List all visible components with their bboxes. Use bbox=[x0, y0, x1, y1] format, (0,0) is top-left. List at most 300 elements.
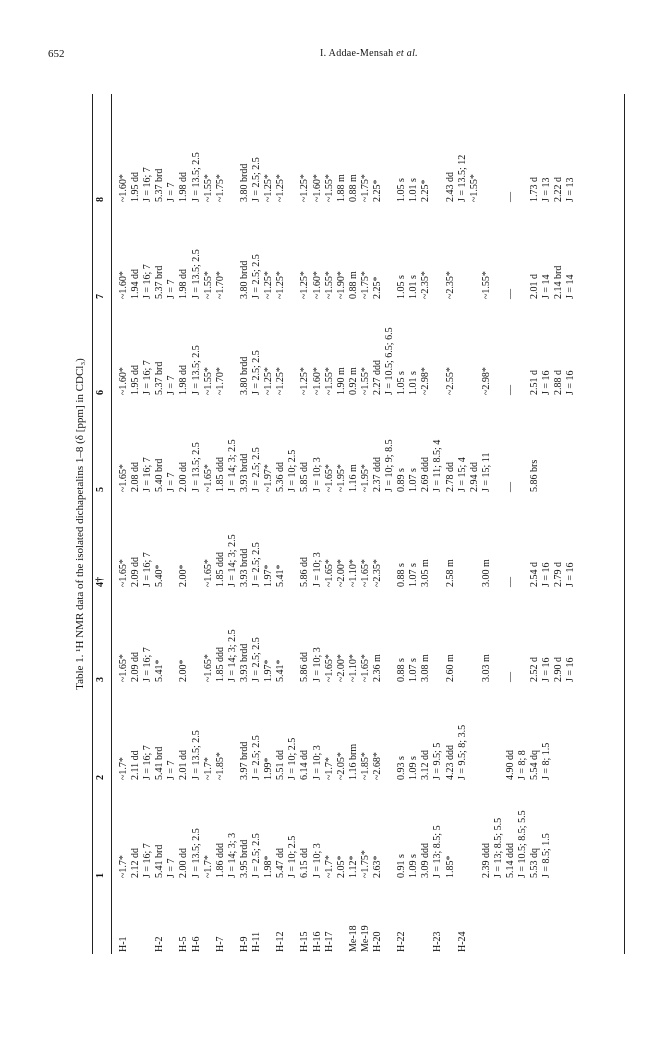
table-cell bbox=[469, 534, 481, 587]
table-cell: 1.98 dd bbox=[178, 365, 190, 395]
table-cell: 5.14 ddd bbox=[505, 843, 516, 878]
table-cell: ~1.55* bbox=[202, 271, 214, 299]
table-cell: J = 7 bbox=[166, 472, 178, 492]
table-cell: 2.90 d bbox=[553, 657, 565, 682]
table-cell: J = 7 bbox=[166, 858, 178, 878]
table-cell: ~1.55* bbox=[468, 174, 480, 202]
table-cell: ~1.60* bbox=[118, 367, 129, 395]
table-cell: 3.95 brdd bbox=[238, 839, 250, 878]
table-cell bbox=[432, 152, 444, 202]
table-cell bbox=[227, 327, 239, 395]
row-label bbox=[469, 925, 481, 952]
table-cell: 1.07 s bbox=[408, 563, 420, 587]
row-label bbox=[130, 925, 142, 952]
row-label bbox=[287, 925, 299, 952]
table-cell: ~1.95* bbox=[335, 464, 347, 492]
table-cell: 1.07 s bbox=[408, 468, 420, 492]
table-cell: 1.99* bbox=[263, 757, 275, 780]
table-cell: 2.00 dd bbox=[178, 462, 190, 492]
table-cell: ~1.65* bbox=[323, 559, 335, 587]
table-cell: 1.12* bbox=[347, 855, 359, 878]
table-cell: ~1.55* bbox=[202, 367, 214, 395]
table-cell: J = 2.5; 2.5 bbox=[251, 157, 263, 202]
table-cell: J = 16; 7 bbox=[142, 745, 154, 780]
table-cell: J = 16; 7 bbox=[142, 552, 154, 587]
table-bottom-rule bbox=[624, 94, 625, 954]
table-cell: 5.37 brd bbox=[154, 361, 166, 395]
table-cell: 2.00* bbox=[178, 659, 190, 682]
row-label bbox=[384, 925, 396, 952]
table-cell: 4.23 ddd bbox=[444, 745, 456, 780]
table-cell: J = 16; 7 bbox=[142, 360, 154, 395]
header-compound-1: 1 bbox=[95, 873, 106, 878]
table-cell: ~1.97* bbox=[263, 464, 275, 492]
table-cell: J = 15; 4 bbox=[456, 457, 468, 492]
table-cell: — bbox=[505, 192, 516, 202]
table-cell bbox=[384, 725, 396, 780]
table-cell: 5.85 dd bbox=[299, 462, 311, 492]
table-header-rule bbox=[111, 94, 112, 954]
table-cell bbox=[384, 152, 396, 202]
table-cell: 2.27 ddd bbox=[371, 360, 383, 395]
table-cell: 0.91 s bbox=[396, 854, 408, 878]
table-cell bbox=[227, 725, 239, 780]
row-label: Me-18 bbox=[347, 925, 359, 952]
table-cell: ~2.35* bbox=[420, 271, 432, 299]
table-cell: J = 14; 3; 2.5 bbox=[226, 534, 238, 587]
table-cell: 1.85 ddd bbox=[214, 552, 226, 587]
table-cell: 0.88 m bbox=[347, 174, 359, 202]
table-cell: 2.58 m bbox=[444, 559, 456, 587]
table-cell: ~1.85* bbox=[214, 752, 226, 780]
compound-7-column bbox=[118, 249, 578, 299]
table-cell: J = 13.5; 12 bbox=[456, 154, 468, 202]
table-cell: 5.41 brd bbox=[154, 844, 166, 878]
table-cell: ~1.65* bbox=[202, 559, 214, 587]
table-cell: 2.60 m bbox=[444, 654, 456, 682]
table-cell bbox=[384, 534, 396, 587]
table-cell: ~1.85* bbox=[359, 752, 371, 780]
row-label bbox=[263, 925, 275, 952]
table-cell: 1.01 s bbox=[408, 178, 420, 202]
table-cell: J = 16; 7 bbox=[142, 457, 154, 492]
table-cell: J = 16; 7 bbox=[142, 167, 154, 202]
table-cell: 1.16 brm bbox=[347, 743, 359, 780]
table-cell: J = 10; 3 bbox=[311, 843, 323, 878]
compound-8-column bbox=[118, 152, 578, 202]
table-cell: 5.86 brs bbox=[529, 459, 541, 492]
table-cell: ~1.55* bbox=[323, 367, 335, 395]
row-label: H-12 bbox=[275, 931, 287, 952]
row-label bbox=[203, 925, 215, 952]
table-cell: J = 13.5; 2.5 bbox=[190, 730, 202, 780]
table-cell bbox=[227, 249, 239, 299]
table-cell: J = 10; 3 bbox=[311, 745, 323, 780]
row-label: H-22 bbox=[396, 931, 408, 952]
table-cell: ~1.65* bbox=[323, 654, 335, 682]
table-cell: 2.37 ddd bbox=[371, 457, 383, 492]
table-cell bbox=[517, 439, 529, 492]
compound-2-column bbox=[118, 725, 553, 780]
table-cell bbox=[166, 534, 178, 587]
table-cell: 2.14 brd bbox=[553, 265, 565, 299]
table-cell: 2.25* bbox=[371, 276, 383, 299]
table-cell: ~1.10* bbox=[347, 559, 359, 587]
table-cell: 6.15 dd bbox=[299, 848, 311, 878]
table-cell: ~1.65* bbox=[359, 654, 371, 682]
table-cell: 2.78 dd bbox=[444, 462, 456, 492]
table-cell: 1.98 dd bbox=[178, 269, 190, 299]
table-cell bbox=[469, 327, 481, 395]
table-cell: 5.41* bbox=[275, 659, 287, 682]
table-cell: ~1.75* bbox=[214, 174, 226, 202]
rotated-table-wrapper bbox=[64, 86, 638, 962]
row-label: H-6 bbox=[190, 936, 202, 952]
table-cell: ~1.75* bbox=[359, 271, 371, 299]
table-cell: ~1.65* bbox=[202, 654, 214, 682]
row-label: H-5 bbox=[178, 936, 190, 952]
table-cell: 5.86 dd bbox=[299, 652, 311, 682]
table-cell: ~1.55* bbox=[359, 367, 371, 395]
table-cell: ~1.65* bbox=[359, 559, 371, 587]
table-cell: 5.47 dd bbox=[275, 848, 287, 878]
table-cell: — bbox=[505, 577, 516, 587]
table-cell: 0.89 s bbox=[396, 468, 408, 492]
table-cell: 5.41* bbox=[154, 659, 166, 682]
table-cell: ~1.7* bbox=[323, 757, 335, 780]
row-label: H-16 bbox=[311, 931, 323, 952]
table-cell: 5.41* bbox=[275, 564, 287, 587]
table-cell: 1.90 m bbox=[335, 367, 347, 395]
table-cell: ~2.35* bbox=[444, 271, 456, 299]
table-cell: 2.01 dd bbox=[178, 750, 190, 780]
table-cell bbox=[493, 629, 505, 682]
header-compound-2: 2 bbox=[95, 775, 106, 780]
table-cell: J = 2.5; 2.5 bbox=[251, 447, 263, 492]
header-compound-5: 5 bbox=[95, 487, 106, 492]
row-label: H-23 bbox=[432, 931, 444, 952]
row-label: H-17 bbox=[323, 931, 335, 952]
compound-3-column bbox=[118, 629, 578, 682]
table-cell: ~1.65* bbox=[202, 464, 214, 492]
table-cell: J = 10.5; 6.5; 6.5 bbox=[384, 327, 396, 395]
row-label bbox=[166, 925, 178, 952]
table-cell: 3.00 m bbox=[480, 559, 492, 587]
table-cell: 1.97* bbox=[263, 659, 275, 682]
table-cell: 1.97* bbox=[263, 564, 275, 587]
table-cell: J = 10; 3 bbox=[311, 647, 323, 682]
table-cell bbox=[493, 725, 505, 780]
table-cell: ~1.25* bbox=[263, 174, 275, 202]
table-cell: ~1.25* bbox=[275, 271, 287, 299]
table-cell: — bbox=[505, 289, 516, 299]
table-cell: — bbox=[505, 482, 516, 492]
table-cell: 5.40* bbox=[154, 564, 166, 587]
table-cell: ~1.90* bbox=[335, 271, 347, 299]
table-cell: ~1.25* bbox=[275, 367, 287, 395]
table-cell: 2.05* bbox=[335, 855, 347, 878]
table-cell: J = 9.5; 8; 3.5 bbox=[456, 724, 468, 780]
table-cell: J = 14 bbox=[565, 274, 577, 299]
table-cell: ~1.75* bbox=[359, 850, 371, 878]
table-cell: 1.01 s bbox=[408, 275, 420, 299]
table-cell: J = 10; 2.5 bbox=[287, 835, 299, 878]
table-cell: J = 14 bbox=[541, 274, 553, 299]
table-cell: 2.08 dd bbox=[130, 462, 142, 492]
table-cell: ~1.25* bbox=[299, 271, 311, 299]
table-cell: 5.86 dd bbox=[299, 557, 311, 587]
table-cell bbox=[469, 629, 481, 682]
table-cell: ~1.75* bbox=[359, 174, 371, 202]
table-cell bbox=[493, 534, 505, 587]
table-cell: J = 13.5; 2.5 bbox=[190, 345, 202, 395]
table-cell: J = 8; 1.5 bbox=[541, 742, 553, 780]
table-cell bbox=[432, 249, 444, 299]
table-cell: ~1.55* bbox=[323, 271, 335, 299]
table-cell: ~1.55* bbox=[480, 271, 492, 299]
table-cell: J = 2.5; 2.5 bbox=[251, 254, 263, 299]
table-cell: J = 10; 2.5 bbox=[287, 737, 299, 780]
table-cell: 5.51 dd bbox=[275, 750, 287, 780]
table-cell bbox=[166, 629, 178, 682]
table-cell: J = 16 bbox=[565, 657, 577, 682]
table-cell: ~2.98* bbox=[480, 367, 492, 395]
table-cell: 1.01 s bbox=[408, 371, 420, 395]
table-cell: 0.93 s bbox=[396, 756, 408, 780]
row-label: H-7 bbox=[214, 936, 226, 952]
table-cell: 2.39 ddd bbox=[480, 843, 492, 878]
table-cell: ~1.7* bbox=[118, 757, 129, 780]
table-cell: 2.69 ddd bbox=[420, 457, 432, 492]
row-label bbox=[336, 925, 348, 952]
table-cell: 0.92 m bbox=[347, 367, 359, 395]
table-cell: 1.07 s bbox=[408, 658, 420, 682]
table-cell: J = 2.5; 2.5 bbox=[251, 735, 263, 780]
compound-5-column bbox=[118, 439, 553, 492]
table-cell: J = 2.5; 2.5 bbox=[251, 637, 263, 682]
table-cell: 4.90 dd bbox=[505, 750, 516, 780]
table-cell: J = 7 bbox=[166, 760, 178, 780]
table-cell bbox=[517, 327, 529, 395]
table-cell bbox=[469, 249, 481, 299]
table-cell: ~1.10* bbox=[347, 654, 359, 682]
table-cell bbox=[457, 629, 469, 682]
table-cell: 2.12 dd bbox=[130, 848, 142, 878]
table-cell: J = 7 bbox=[166, 375, 178, 395]
compound-1-column bbox=[118, 810, 553, 878]
table-cell: 5.41 brd bbox=[154, 746, 166, 780]
row-label: H-20 bbox=[371, 931, 383, 952]
table-cell bbox=[493, 327, 505, 395]
table-cell: J = 13; 8.5; 5 bbox=[432, 825, 444, 878]
table-cell bbox=[517, 249, 529, 299]
table-cell: ~1.7* bbox=[118, 855, 129, 878]
table-cell: 3.80 brdd bbox=[238, 260, 250, 299]
table-cell: J = 13.5; 2.5 bbox=[190, 828, 202, 878]
table-cell: ~1.60* bbox=[311, 367, 323, 395]
table-cell: J = 9.5; 5 bbox=[432, 742, 444, 780]
table-cell: J = 13 bbox=[565, 177, 577, 202]
row-label: H-9 bbox=[238, 936, 250, 952]
table-cell: 1.85 ddd bbox=[214, 647, 226, 682]
nmr-table bbox=[64, 86, 638, 962]
table-cell: J = 2.5; 2.5 bbox=[251, 542, 263, 587]
table-cell: J = 7 bbox=[166, 279, 178, 299]
table-cell bbox=[469, 810, 481, 878]
table-cell: 2.01 d bbox=[529, 274, 541, 299]
table-cell: 1.86 ddd bbox=[214, 843, 226, 878]
table-cell: J = 16 bbox=[565, 370, 577, 395]
table-cell bbox=[287, 629, 299, 682]
table-cell bbox=[469, 725, 481, 780]
table-cell: 1.16 m bbox=[347, 464, 359, 492]
table-cell: J = 13 bbox=[541, 177, 553, 202]
row-label: H-24 bbox=[456, 931, 468, 952]
table-cell: J = 16; 7 bbox=[142, 843, 154, 878]
table-cell: 3.93 brdd bbox=[238, 453, 250, 492]
table-cell bbox=[287, 534, 299, 587]
table-cell: 1.98 dd bbox=[178, 172, 190, 202]
row-label: Me-19 bbox=[359, 925, 371, 952]
table-cell bbox=[481, 152, 493, 202]
table-cell: 2.11 dd bbox=[130, 750, 142, 780]
table-cell bbox=[457, 327, 469, 395]
table-top-rule bbox=[92, 94, 93, 954]
table-cell: ~1.25* bbox=[263, 271, 275, 299]
table-cell: J = 14; 3; 2.5 bbox=[226, 629, 238, 682]
table-cell: ~1.70* bbox=[214, 271, 226, 299]
table-cell: 1.05 s bbox=[396, 275, 408, 299]
table-cell bbox=[493, 249, 505, 299]
table-cell: ~2.00* bbox=[335, 559, 347, 587]
table-cell: 2.54 d bbox=[529, 562, 541, 587]
table-cell: 2.36 m bbox=[371, 654, 383, 682]
page-number: 652 bbox=[48, 48, 65, 60]
table-cell: 2.22 d bbox=[553, 177, 565, 202]
table-cell: J = 8; 8 bbox=[517, 750, 529, 780]
table-caption: Table 1. ¹H NMR data of the isolated dichapetalins 1–8 (δ [ppm] in CDCl₃) bbox=[74, 358, 86, 690]
compound-4-column bbox=[118, 534, 578, 587]
table-cell: ~1.55* bbox=[323, 174, 335, 202]
row-label: H-15 bbox=[299, 931, 311, 952]
table-cell: ~1.7* bbox=[323, 855, 335, 878]
table-cell: 1.98* bbox=[263, 855, 275, 878]
table-cell: J = 7 bbox=[166, 182, 178, 202]
table-cell: ~2.35* bbox=[371, 559, 383, 587]
table-cell: 2.52 d bbox=[529, 657, 541, 682]
table-cell: 5.40 brd bbox=[154, 458, 166, 492]
table-cell: ~1.60* bbox=[118, 271, 129, 299]
table-cell: 0.88 s bbox=[396, 658, 408, 682]
table-cell: ~1.60* bbox=[311, 271, 323, 299]
table-cell bbox=[493, 439, 505, 492]
table-cell: 2.00* bbox=[178, 564, 190, 587]
running-head-suffix: et al. bbox=[396, 48, 418, 59]
table-cell: J = 16 bbox=[541, 657, 553, 682]
table-cell: J = 8.5; 1.5 bbox=[541, 833, 553, 878]
table-cell bbox=[227, 152, 239, 202]
table-cell: ~1.25* bbox=[275, 174, 287, 202]
table-cell: ~2.00* bbox=[335, 654, 347, 682]
table-cell: 2.25* bbox=[371, 179, 383, 202]
table-cell bbox=[384, 629, 396, 682]
table-cell: 3.09 ddd bbox=[420, 843, 432, 878]
table-cell bbox=[191, 629, 203, 682]
table-cell: 2.88 d bbox=[553, 370, 565, 395]
table-cell: 3.05 m bbox=[420, 559, 432, 587]
table-cell bbox=[517, 629, 529, 682]
table-cell bbox=[493, 152, 505, 202]
table-cell: — bbox=[505, 672, 516, 682]
table-cell bbox=[457, 249, 469, 299]
header-compound-7: 7 bbox=[95, 294, 106, 299]
table-cell: ~1.55* bbox=[202, 174, 214, 202]
table-cell: 1.09 s bbox=[408, 854, 420, 878]
table-cell: J = 13; 8.5; 5.5 bbox=[492, 817, 504, 878]
table-cell: J = 13.5; 2.5 bbox=[190, 249, 202, 299]
table-cell: 1.85* bbox=[444, 855, 456, 878]
table-cell bbox=[287, 152, 299, 202]
table-cell: J = 10; 2.5 bbox=[287, 449, 299, 492]
running-head bbox=[320, 48, 418, 59]
table-cell: 2.09 dd bbox=[130, 557, 142, 587]
table-cell: J = 16; 7 bbox=[142, 647, 154, 682]
row-label: H-1 bbox=[118, 936, 129, 952]
table-cell bbox=[481, 725, 493, 780]
table-cell: ~1.60* bbox=[311, 174, 323, 202]
table-cell: 2.94 dd bbox=[468, 462, 480, 492]
table-cell: 2.00 dd bbox=[178, 848, 190, 878]
table-cell: 1.73 d bbox=[529, 177, 541, 202]
table-cell: 2.63* bbox=[371, 855, 383, 878]
table-cell: J = 10.5; 8.5; 5.5 bbox=[517, 810, 529, 878]
row-label bbox=[420, 925, 432, 952]
table-cell bbox=[432, 629, 444, 682]
compound-6-column bbox=[118, 327, 578, 395]
table-cell: J = 10; 9; 8.5 bbox=[384, 439, 396, 492]
table-cell: J = 2.5; 2.5 bbox=[251, 350, 263, 395]
table-cell bbox=[517, 152, 529, 202]
table-cell: 5.37 brd bbox=[154, 265, 166, 299]
table-cell: J = 15; 11 bbox=[480, 452, 492, 492]
table-cell: J = 13.5; 2.5 bbox=[190, 442, 202, 492]
table-cell: — bbox=[505, 385, 516, 395]
table-cell: 0.88 s bbox=[396, 563, 408, 587]
table-cell: 2.79 d bbox=[553, 562, 565, 587]
table-cell: 1.95 dd bbox=[130, 365, 142, 395]
table-cell: 3.08 m bbox=[420, 654, 432, 682]
proton-labels-column bbox=[118, 925, 481, 952]
header-compound-4: 4† bbox=[95, 577, 106, 587]
table-cell: J = 10; 3 bbox=[311, 457, 323, 492]
header-compound-8: 8 bbox=[95, 197, 106, 202]
table-cell: ~2.55* bbox=[444, 367, 456, 395]
table-cell: 5.53 dq bbox=[529, 848, 541, 878]
table-cell: 1.94 dd bbox=[130, 269, 142, 299]
table-cell: ~1.65* bbox=[323, 464, 335, 492]
table-cell: ~1.25* bbox=[299, 367, 311, 395]
row-label bbox=[227, 925, 239, 952]
table-cell: ~1.25* bbox=[299, 174, 311, 202]
table-cell: ~1.65* bbox=[118, 464, 129, 492]
table-cell bbox=[287, 327, 299, 395]
table-cell: ~1.7* bbox=[202, 757, 214, 780]
table-cell: ~1.25* bbox=[263, 367, 275, 395]
table-cell: J = 16 bbox=[541, 370, 553, 395]
table-cell: 5.37 brd bbox=[154, 168, 166, 202]
table-cell: 5.54 dq bbox=[529, 750, 541, 780]
table-cell: ~1.60* bbox=[118, 174, 129, 202]
